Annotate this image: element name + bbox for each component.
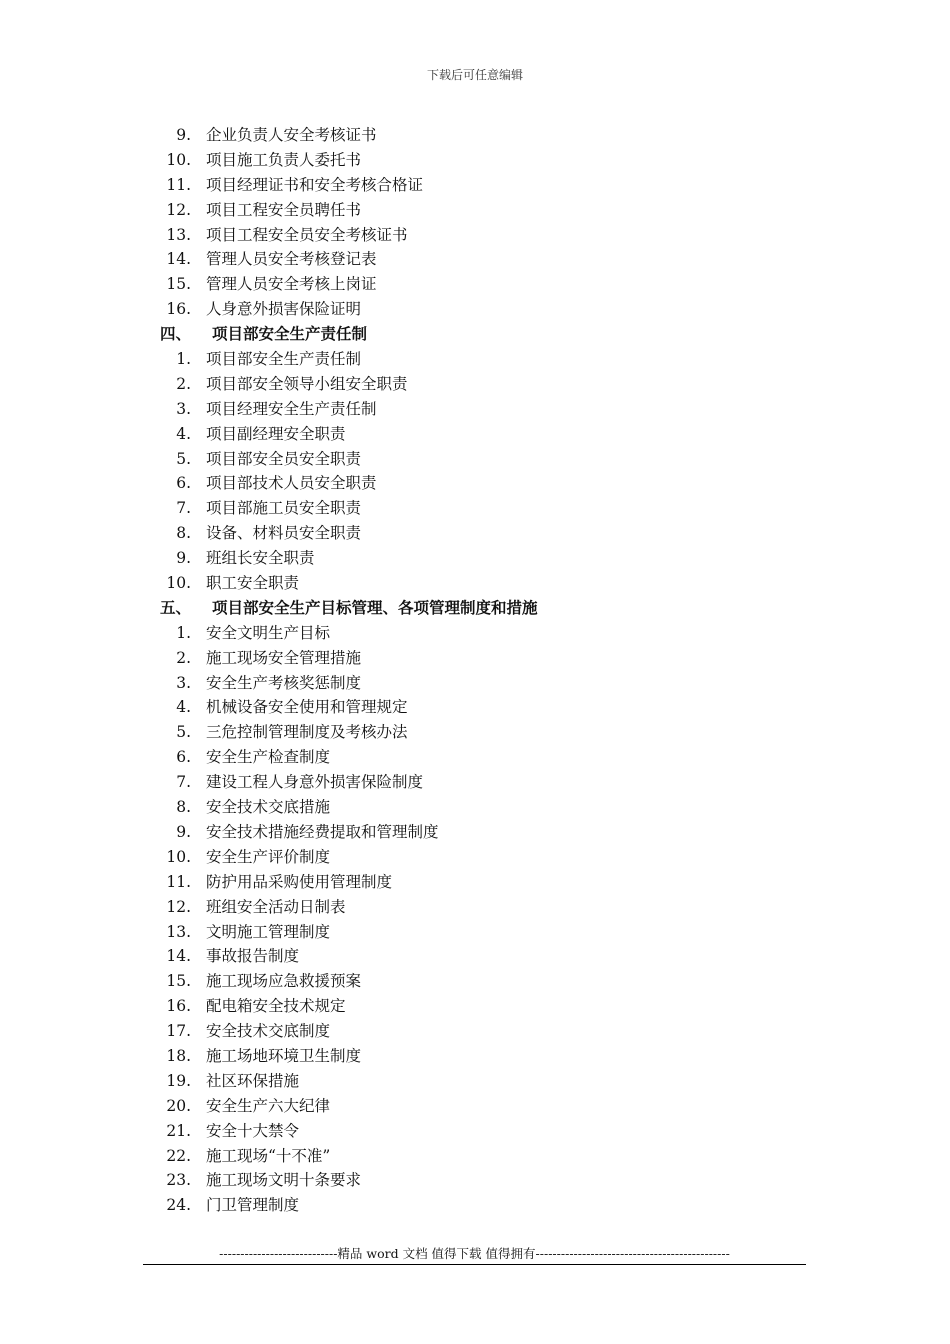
item-number: 10. <box>166 847 191 866</box>
list-item <box>0 422 950 447</box>
page-header: 下载后可任意编辑 <box>426 68 523 82</box>
list-item <box>0 944 950 969</box>
item-text: 施工现场“十不准” <box>206 1146 331 1165</box>
item-number: 8. <box>176 798 191 817</box>
page-footer: ----------------------------精品 word 文档 值得下载 值得拥有---------------------------------------------- <box>143 1244 806 1265</box>
section-heading <box>0 596 950 621</box>
list-item <box>0 920 950 945</box>
list-item <box>0 820 950 845</box>
item-text: 建设工程人身意外损害保险制度 <box>206 773 424 792</box>
item-text: 三危控制管理制度及考核办法 <box>206 723 408 742</box>
item-text: 设备、材料员安全职责 <box>206 524 362 543</box>
item-number: 17. <box>166 1022 191 1041</box>
item-number: 15. <box>166 972 191 991</box>
list-item <box>0 347 950 372</box>
list-item <box>0 173 950 198</box>
item-number: 13. <box>166 922 191 941</box>
item-text: 施工现场应急救援预案 <box>206 972 362 991</box>
item-text: 项目部施工员安全职责 <box>206 499 362 518</box>
list-item <box>0 895 950 920</box>
item-text: 项目工程安全员聘任书 <box>206 200 362 219</box>
item-number: 3. <box>176 673 191 692</box>
item-number: 9. <box>176 549 191 568</box>
item-text: 施工现场文明十条要求 <box>206 1171 362 1190</box>
list-item <box>0 621 950 646</box>
list-item <box>0 994 950 1019</box>
item-number: 20. <box>166 1096 191 1115</box>
list-item <box>0 272 950 297</box>
item-number: 3. <box>176 399 191 418</box>
item-number: 14. <box>166 250 191 269</box>
item-text: 安全生产检查制度 <box>206 748 331 767</box>
item-text: 项目经理证书和安全考核合格证 <box>206 175 424 194</box>
item-text: 项目部安全员安全职责 <box>206 449 362 468</box>
item-text: 施工现场安全管理措施 <box>206 648 362 667</box>
item-text: 项目部技术人员安全职责 <box>206 474 377 493</box>
list-item <box>0 372 950 397</box>
item-number: 21. <box>166 1121 191 1140</box>
list-item <box>0 795 950 820</box>
list-item <box>0 969 950 994</box>
section-title: 项目部安全生产责任制 <box>212 324 368 344</box>
item-text: 项目工程安全员安全考核证书 <box>206 225 408 244</box>
item-number: 24. <box>166 1196 191 1215</box>
list-item <box>0 745 950 770</box>
item-number: 12. <box>166 200 191 219</box>
item-text: 门卫管理制度 <box>206 1196 300 1215</box>
item-text: 防护用品采购使用管理制度 <box>206 872 393 891</box>
item-number: 23. <box>166 1171 191 1190</box>
item-number: 16. <box>166 997 191 1016</box>
item-text: 安全技术交底制度 <box>206 1022 331 1041</box>
item-text: 管理人员安全考核登记表 <box>206 250 377 269</box>
list-item <box>0 397 950 422</box>
item-text: 企业负责人安全考核证书 <box>206 126 377 144</box>
item-text: 安全生产六大纪律 <box>206 1096 331 1115</box>
item-number: 7. <box>176 773 191 792</box>
list-item <box>0 1119 950 1144</box>
list-item <box>0 447 950 472</box>
item-text: 班组长安全职责 <box>206 549 315 568</box>
list-item <box>0 546 950 571</box>
item-text: 项目副经理安全职责 <box>206 424 346 443</box>
item-text: 安全文明生产目标 <box>206 623 331 642</box>
item-text: 事故报告制度 <box>206 947 300 966</box>
item-number: 10. <box>166 150 191 169</box>
section-number: 五、 <box>160 597 192 617</box>
item-number: 14. <box>166 947 191 966</box>
list-item <box>0 720 950 745</box>
list-item <box>0 870 950 895</box>
item-number: 4. <box>176 424 191 443</box>
item-text: 项目部安全生产责任制 <box>206 350 362 369</box>
item-number: 11. <box>166 872 191 891</box>
list-item <box>0 471 950 496</box>
item-text: 安全生产评价制度 <box>206 847 331 866</box>
item-text: 安全生产考核奖惩制度 <box>206 673 362 692</box>
list-item <box>0 123 950 148</box>
item-text: 社区环保措施 <box>206 1071 300 1090</box>
list-item <box>0 1069 950 1094</box>
section-number: 四、 <box>160 324 192 344</box>
list-item <box>0 695 950 720</box>
item-number: 10. <box>166 574 191 593</box>
item-number: 1. <box>176 350 191 369</box>
list-item <box>0 770 950 795</box>
list-item <box>0 1144 950 1169</box>
item-number: 15. <box>166 275 191 294</box>
item-number: 5. <box>176 723 191 742</box>
list-item <box>0 646 950 671</box>
item-number: 19. <box>166 1071 191 1090</box>
item-text: 项目部安全领导小组安全职责 <box>206 374 408 393</box>
item-text: 配电箱安全技术规定 <box>206 997 346 1016</box>
item-text: 人身意外损害保险证明 <box>206 300 362 319</box>
item-text: 项目施工负责人委托书 <box>206 150 362 169</box>
list-item <box>0 571 950 596</box>
item-number: 6. <box>176 474 191 493</box>
item-text: 施工场地环境卫生制度 <box>206 1046 362 1065</box>
list-item <box>0 1019 950 1044</box>
item-text: 管理人员安全考核上岗证 <box>206 275 377 294</box>
list-item <box>0 496 950 521</box>
list-item <box>0 1168 950 1193</box>
list-item <box>0 1193 950 1218</box>
item-number: 13. <box>166 225 191 244</box>
list-item <box>0 297 950 322</box>
item-text: 安全技术交底措施 <box>206 798 331 817</box>
item-text: 机械设备安全使用和管理规定 <box>206 698 408 717</box>
item-number: 5. <box>176 449 191 468</box>
item-number: 4. <box>176 698 191 717</box>
item-text: 班组安全活动日制表 <box>206 897 346 916</box>
item-text: 文明施工管理制度 <box>206 922 331 941</box>
section-title: 项目部安全生产目标管理、各项管理制度和措施 <box>212 597 538 617</box>
document-body <box>0 123 950 1218</box>
item-number: 12. <box>166 897 191 916</box>
list-item <box>0 671 950 696</box>
list-item <box>0 148 950 173</box>
item-number: 7. <box>176 499 191 518</box>
item-number: 11. <box>166 175 191 194</box>
list-item <box>0 1094 950 1119</box>
section-heading <box>0 322 950 347</box>
item-number: 9. <box>176 822 191 841</box>
list-item <box>0 845 950 870</box>
item-number: 18. <box>166 1046 191 1065</box>
item-number: 8. <box>176 524 191 543</box>
item-number: 22. <box>166 1146 191 1165</box>
item-number: 16. <box>166 300 191 319</box>
item-number: 6. <box>176 748 191 767</box>
list-item <box>0 247 950 272</box>
list-item <box>0 223 950 248</box>
item-text: 项目经理安全生产责任制 <box>206 399 377 418</box>
item-number: 2. <box>176 648 191 667</box>
list-item <box>0 1044 950 1069</box>
item-text: 安全十大禁令 <box>206 1121 300 1140</box>
list-item <box>0 198 950 223</box>
item-number: 9. <box>176 126 191 144</box>
item-text: 职工安全职责 <box>206 574 300 593</box>
item-number: 2. <box>176 374 191 393</box>
item-text: 安全技术措施经费提取和管理制度 <box>206 822 439 841</box>
item-number: 1. <box>176 623 191 642</box>
list-item <box>0 521 950 546</box>
